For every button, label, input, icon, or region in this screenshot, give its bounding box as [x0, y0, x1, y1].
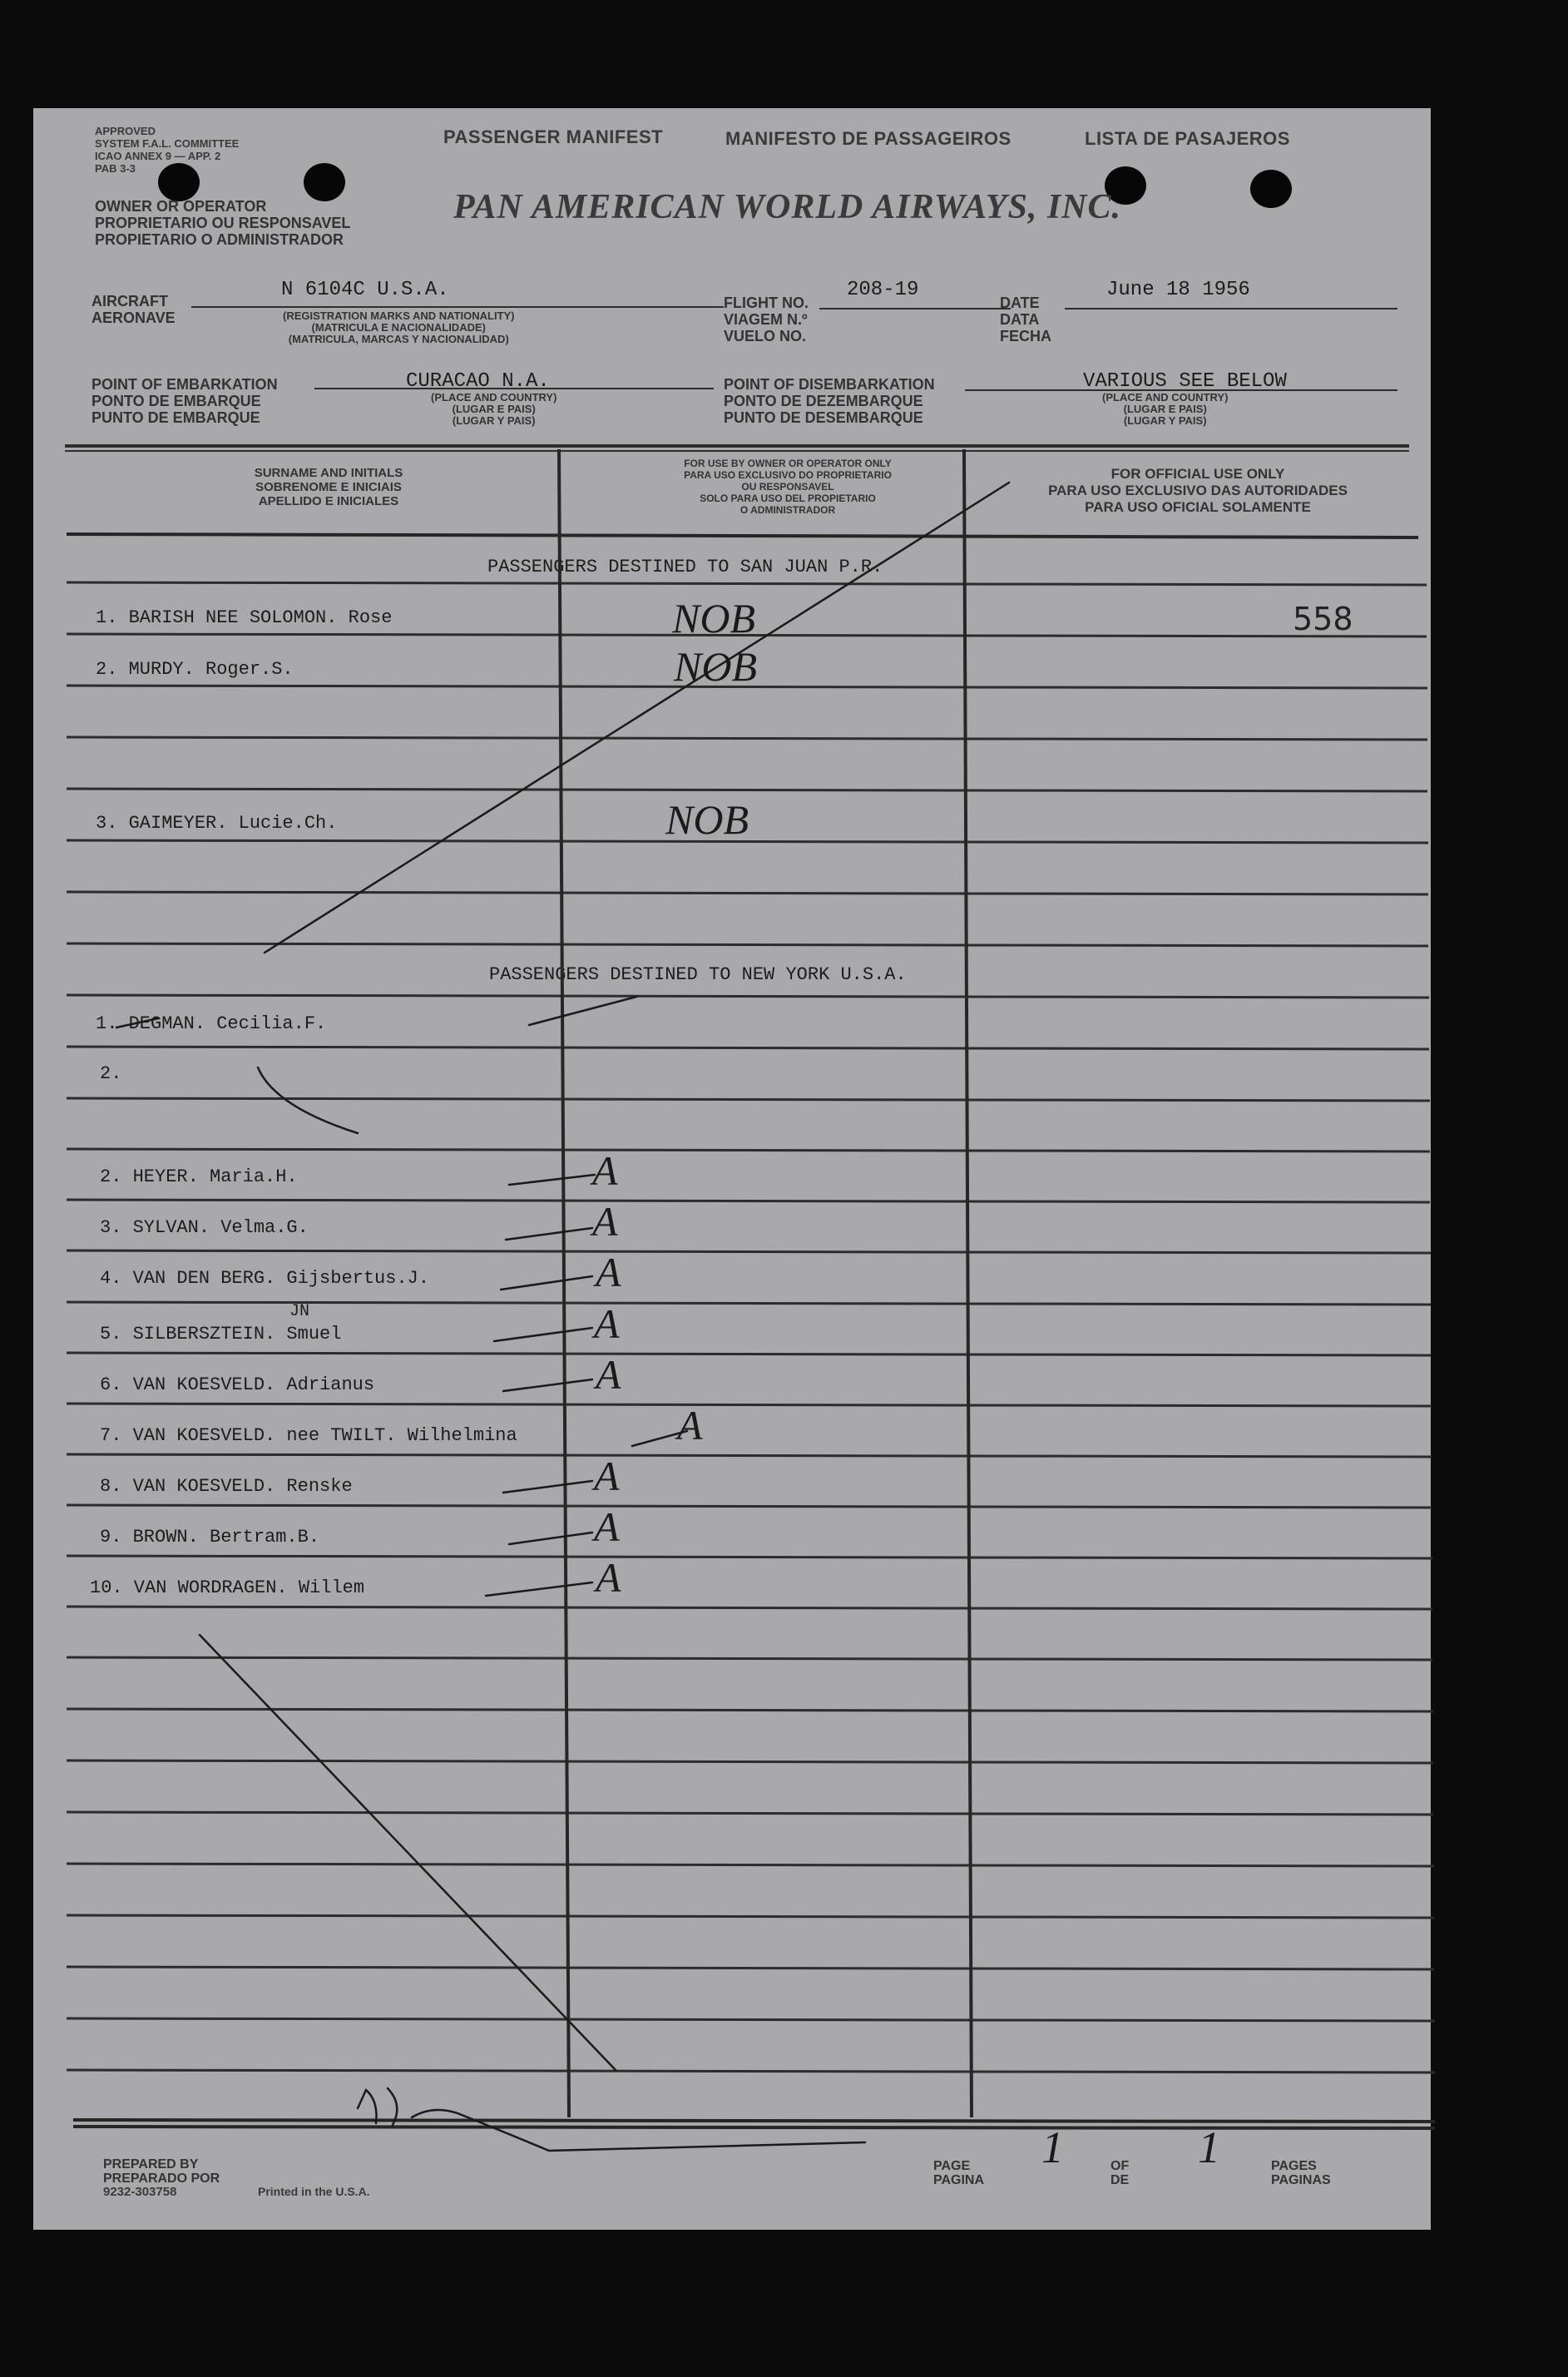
pen-stroke — [529, 997, 636, 1025]
of-labels: OF DE — [1110, 2159, 1130, 2187]
handwritten-mark: A — [677, 1402, 703, 1448]
row-rule — [67, 1200, 1430, 1202]
disembarkation-labels: POINT OF DISEMBARKATION PONTO DE DEZEMBARQUE PUNTO DE DESEMBARQUE — [724, 376, 935, 426]
flight-value: 208-19 — [847, 279, 919, 301]
passenger-row: 8. VAN KOESVELD. Renske — [100, 1476, 353, 1497]
row-rule — [67, 2018, 1435, 2021]
pen-stroke — [503, 1379, 592, 1391]
row-rule — [67, 1047, 1429, 1049]
row-rule — [67, 634, 1427, 636]
date-value: June 18 1956 — [1106, 279, 1250, 301]
passenger-row: 10. VAN WORDRAGEN. Willem — [90, 1577, 365, 1598]
pen-stroke — [501, 1276, 592, 1290]
pen-stroke — [632, 1431, 687, 1446]
row-rules — [67, 582, 1435, 2072]
column-header-official: FOR OFFICIAL USE ONLY PARA USO EXCLUSIVO DAS AUTORIDADES PARA USO OFICIAL SOLAMENTE — [1048, 466, 1348, 515]
strikeout-stroke — [116, 1018, 158, 1028]
page-number: 1 — [1041, 2122, 1064, 2172]
embarkation-labels: POINT OF EMBARKATION PONTO DE EMBARQUE PUNTO DE EMBARQUE — [92, 376, 278, 426]
passenger-row: 4. VAN DEN BERG. Gijsbertus.J. — [100, 1268, 430, 1289]
column-divider-left — [559, 449, 569, 2117]
passenger-row: 7. VAN KOESVELD. nee TWILT. Wilhelmina — [100, 1425, 517, 1446]
flight-labels: FLIGHT NO. VIAGEM N.º VUELO NO. — [724, 295, 809, 344]
page-labels: PAGE PAGINA — [933, 2159, 985, 2187]
date-labels: DATE DATA FECHA — [1000, 295, 1051, 344]
pen-stroke — [486, 1582, 592, 1596]
total-pages: 1 — [1198, 2122, 1220, 2172]
passenger-row: 2. MURDY. Roger.S. — [96, 659, 294, 680]
form-number: 9232-303758 — [103, 2185, 177, 2199]
column-divider-right — [964, 449, 972, 2117]
approval-note: APPROVED SYSTEM F.A.L. COMMITTEE ICAO ANNEX 9 — APP. 2 PAB 3-3 — [95, 125, 240, 175]
embarkation-value: CURACAO N.A. — [406, 370, 550, 393]
row-rule — [67, 1454, 1432, 1457]
passenger-row: 5. SILBERSZTEIN. Smuel — [100, 1324, 342, 1344]
passenger-row: 3. SYLVAN. Velma.G. — [100, 1217, 309, 1238]
section-san-juan: PASSENGERS DESTINED TO SAN JUAN P.R. — [487, 557, 883, 577]
row-rule — [67, 1404, 1432, 1406]
row-rule — [67, 1864, 1434, 1866]
handwritten-mark: NOB — [674, 643, 757, 690]
disembarkation-value: VARIOUS SEE BELOW — [1083, 370, 1287, 393]
disembarkation-sublabels: (PLACE AND COUNTRY) (LUGAR E PAIS) (LUGAR Y PAIS) — [1102, 391, 1229, 427]
section-new-york: PASSENGERS DESTINED TO NEW YORK U.S.A. — [489, 964, 907, 985]
row-rule — [67, 995, 1429, 998]
passenger-row: 6. VAN KOESVELD. Adrianus — [100, 1374, 375, 1395]
handwritten-mark: A — [596, 1351, 621, 1398]
blank-rows-cancel-stroke — [200, 1635, 616, 2070]
handwritten-mark: A — [594, 1300, 620, 1347]
title-spanish: LISTA DE PASAJEROS — [1085, 128, 1290, 149]
handwritten-mark: A — [592, 1147, 618, 1194]
row-rule — [67, 943, 1428, 946]
passenger-row: 9. BROWN. Bertram.B. — [100, 1527, 320, 1548]
embarkation-sublabels: (PLACE AND COUNTRY) (LUGAR E PAIS) (LUGAR Y PAIS) — [431, 391, 557, 427]
company-name: PAN AMERICAN WORLD AIRWAYS, INC. — [453, 188, 1122, 226]
owner-operator-labels: OWNER OR OPERATOR PROPRIETARIO OU RESPONSAVEL PROPIETARIO O ADMINISTRADOR — [95, 198, 351, 248]
handwritten-mark: A — [594, 1503, 620, 1550]
row-rule — [67, 1505, 1432, 1508]
printed-note: Printed in the U.S.A. — [258, 2185, 370, 2198]
row-rule — [67, 582, 1427, 585]
handwritten-mark: A — [596, 1554, 621, 1601]
header-bottom-rule — [67, 534, 1418, 537]
column-header-names: SURNAME AND INITIALS SOBRENOME E INICIAIS APELLIDO E INICIALES — [254, 466, 403, 508]
row-rule — [67, 1657, 1432, 1660]
row-rule — [67, 686, 1427, 688]
pen-stroke — [503, 1481, 592, 1493]
san-juan-cancel-stroke — [265, 483, 1009, 953]
row-rule — [67, 1812, 1433, 1815]
row-rule — [67, 1353, 1431, 1355]
passenger-row: 1. DEGMAN. Cecilia.F. — [96, 1013, 327, 1034]
column-header-owner: FOR USE BY OWNER OR OPERATOR ONLY PARA USO EXCLUSIVO DO PROPRIETARIO OU RESPONSAVEL SOLO PARA USO DEL PROPIETARIO O ADMINISTRADOR — [684, 458, 892, 516]
row-rule — [67, 2070, 1435, 2072]
row-rule — [67, 840, 1428, 843]
row-rule — [67, 1250, 1431, 1253]
row-rule — [67, 1556, 1432, 1558]
pen-stroke — [494, 1328, 592, 1341]
row-rule — [67, 1149, 1430, 1151]
row-rule — [67, 1915, 1434, 1918]
pen-stroke — [258, 1067, 358, 1133]
pen-stroke — [509, 1175, 595, 1185]
row-rule — [67, 1098, 1430, 1101]
passenger-row: 1. BARISH NEE SOLOMON. Rose — [96, 607, 393, 628]
interlineation: JN — [289, 1302, 310, 1321]
table-bottom-rule-2 — [73, 2127, 1435, 2128]
pen-stroke — [506, 1228, 592, 1240]
row-rule — [67, 892, 1428, 894]
passenger-row: 2. HEYER. Maria.H. — [100, 1166, 298, 1187]
passenger-row: 3. GAIMEYER. Lucie.Ch. — [96, 813, 338, 834]
official-number: 558 — [1293, 601, 1353, 637]
row-rule — [67, 1967, 1434, 1969]
handwritten-mark: A — [594, 1453, 620, 1499]
row-rule — [67, 1607, 1432, 1609]
handwritten-mark: A — [596, 1249, 621, 1295]
handwritten-mark: A — [592, 1198, 618, 1245]
aircraft-labels: AIRCRAFT AERONAVE — [92, 293, 176, 326]
row-rule — [67, 1302, 1431, 1305]
title-english: PASSENGER MANIFEST — [443, 126, 664, 147]
row-rule — [67, 789, 1427, 791]
aircraft-sublabels: (REGISTRATION MARKS AND NATIONALITY) (MATRICULA E NACIONALIDADE) (MATRICULA, MARCAS Y NACIONALIDAD) — [283, 310, 515, 345]
title-portuguese: MANIFESTO DE PASSAGEIROS — [725, 128, 1012, 149]
table-bottom-rule — [73, 2120, 1435, 2122]
aircraft-value: N 6104C U.S.A. — [281, 279, 449, 301]
row-rule — [67, 1760, 1433, 1763]
handwritten-mark: NOB — [665, 796, 749, 843]
pen-stroke — [509, 1533, 592, 1544]
prepared-by-labels: PREPARED BY PREPARADO POR — [103, 2157, 220, 2186]
row-rule — [67, 737, 1427, 740]
pages-labels: PAGES PAGINAS — [1271, 2159, 1331, 2187]
passenger-row: 2. — [100, 1063, 122, 1084]
handwritten-mark: NOB — [672, 595, 755, 641]
